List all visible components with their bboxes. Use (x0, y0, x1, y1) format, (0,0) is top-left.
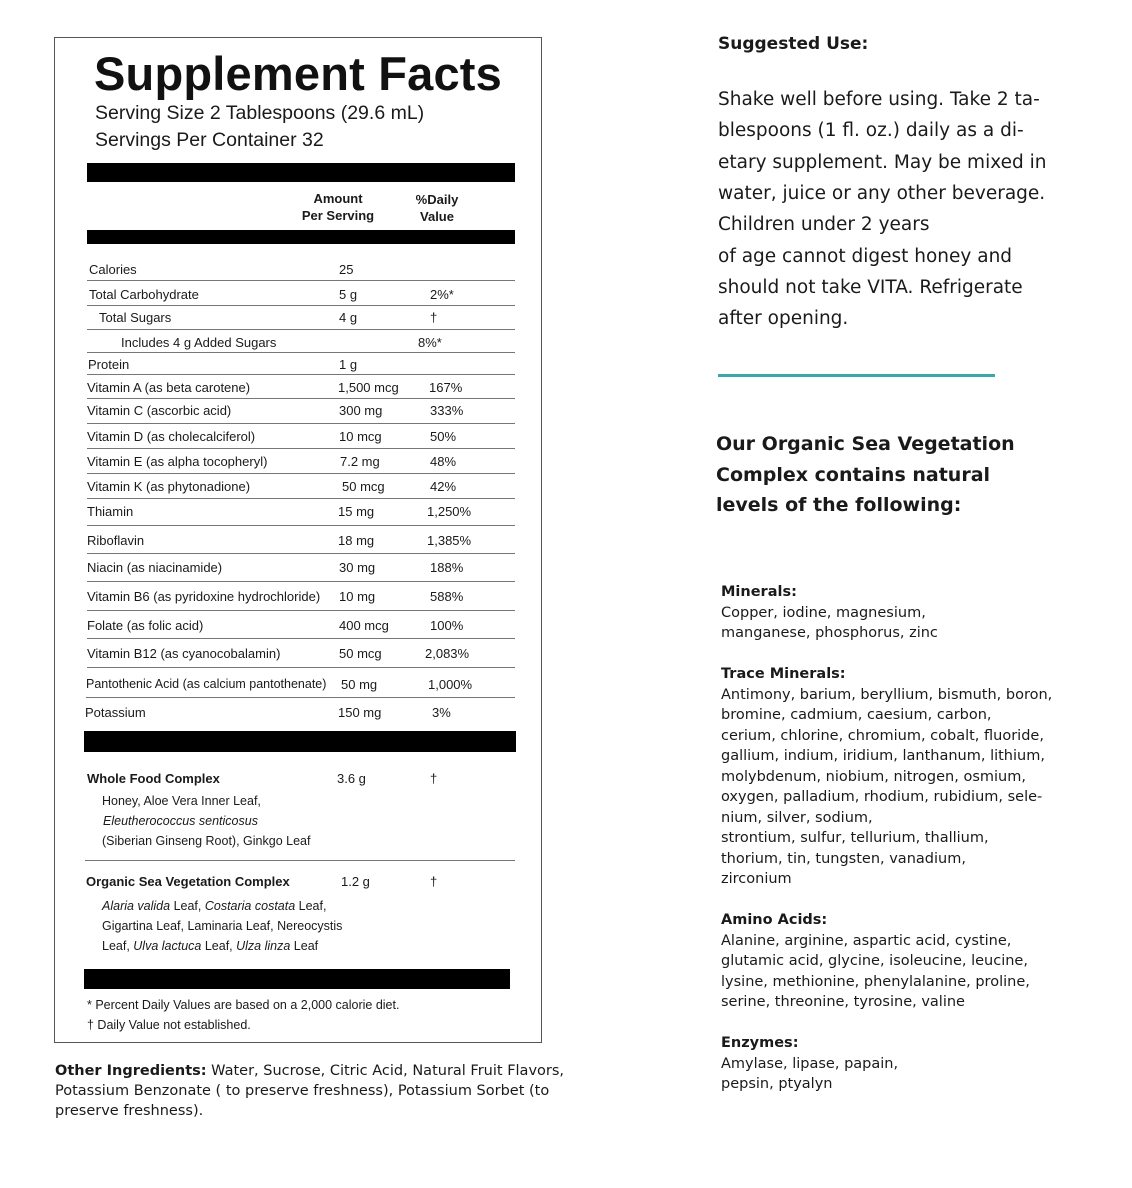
row-divider (87, 553, 515, 554)
ingredient-group-line: glutamic acid, glycine, isoleucine, leucine, (721, 953, 1028, 969)
column-header-daily-value: %Daily Value (415, 192, 459, 224)
sea-vegetation-complex-name: Organic Sea Vegetation Complex (86, 874, 290, 889)
nutrient-name: Pantothenic Acid (as calcium pantothenate) (86, 677, 327, 691)
teal-divider (718, 374, 995, 377)
sea-vegetation-ingredients-line: Alaria valida Leaf, Costaria costata Leaf, (102, 899, 327, 913)
nutrient-daily-value: 1,385% (427, 533, 472, 548)
ingredient-group-heading: Enzymes: (721, 1035, 799, 1051)
ingredient-group (721, 1033, 1081, 1095)
suggested-use-line: water, juice or any other beverage. (718, 182, 1046, 204)
nutrient-name: Potassium (85, 705, 146, 720)
nutrient-name: Includes 4 g Added Sugars (121, 335, 277, 350)
ingredient-group-heading: Trace Minerals: (721, 666, 846, 682)
nutrient-daily-value: 2,083% (425, 646, 470, 661)
ingredient-group-line: lysine, methionine, phenylalanine, proline, (721, 973, 1030, 990)
suggested-use-line: of age cannot digest honey and (718, 245, 1013, 267)
sea-complex-heading-line: Complex contains natural (716, 463, 991, 486)
thick-divider-header (87, 230, 515, 244)
nutrient-amount: 50 mcg (339, 646, 382, 661)
ingredient-group-heading: Amino Acids: (721, 912, 828, 928)
ingredient-group-line: Amylase, lipase, papain, (721, 1055, 899, 1072)
sea-vegetation-ingredients-line: Leaf, Ulva lactuca Leaf, Ulza linza Leaf (102, 939, 319, 953)
servings-per-container: Servings Per Container 32 (95, 129, 324, 151)
nutrient-amount: 25 (339, 262, 354, 277)
ingredient-group (721, 664, 1081, 890)
nutrient-daily-value: 3% (432, 705, 451, 720)
nutrient-name: Folate (as folic acid) (87, 618, 204, 633)
ingredient-group-line: nium, silver, sodium, (721, 809, 873, 826)
row-divider (87, 280, 515, 281)
nutrient-amount: 15 mg (338, 504, 375, 519)
thick-divider-top (87, 163, 515, 182)
ingredient-group-line: strontium, sulfur, tellurium, thallium, (721, 830, 989, 846)
suggested-use-line: etary supplement. May be mixed in (718, 151, 1047, 173)
sea-complex-heading-line: Our Organic Sea Vegetation (716, 433, 1015, 455)
nutrient-amount: 300 mg (339, 403, 383, 418)
nutrient-daily-value: 42% (430, 479, 457, 494)
ingredient-group-line: gallium, indium, iridium, lanthanum, lithium, (721, 748, 1045, 764)
whole-food-ingredients-line: Honey, Aloe Vera Inner Leaf, (102, 794, 261, 808)
ingredient-group-line: pepsin, ptyalyn (721, 1076, 833, 1092)
nutrient-name: Thiamin (87, 504, 134, 519)
suggested-use-line: Children under 2 years (718, 214, 930, 236)
ingredient-group-line: molybdenum, niobium, nitrogen, osmium, (721, 768, 1026, 785)
ingredient-group-line: manganese, phosphorus, zinc (721, 625, 938, 641)
suggested-use-line: should not take VITA. Refrigerate (718, 276, 1023, 298)
nutrient-amount: 30 mg (339, 560, 376, 575)
nutrient-daily-value: 588% (430, 589, 464, 604)
whole-food-complex-dv: † (430, 771, 438, 786)
nutrient-amount: 10 mg (339, 589, 376, 604)
nutrient-daily-value: † (430, 310, 438, 325)
thick-divider-middle (84, 731, 516, 752)
nutrient-daily-value: 188% (430, 560, 464, 575)
sea-vegetation-complex-amount: 1.2 g (341, 874, 370, 889)
serving-size: Serving Size 2 Tablespoons (29.6 mL) (95, 102, 425, 124)
whole-food-complex-name: Whole Food Complex (87, 771, 220, 786)
ingredient-group-line: thorium, tin, tungsten, vanadium, (721, 850, 966, 867)
nutrient-daily-value: 100% (430, 618, 464, 633)
nutrient-name: Vitamin B6 (as pyridoxine hydrochloride) (87, 589, 321, 604)
row-divider (87, 581, 515, 582)
nutrient-amount: 5 g (339, 287, 358, 302)
suggested-use-line: Shake well before using. Take 2 ta- (718, 89, 1040, 110)
row-divider (87, 473, 515, 474)
nutrient-name: Total Carbohydrate (89, 287, 199, 302)
row-divider (87, 610, 515, 611)
row-divider (87, 398, 515, 399)
nutrient-name: Protein (88, 357, 130, 372)
row-divider (87, 423, 515, 424)
row-divider (87, 352, 515, 353)
sea-vegetation-complex-dv: † (430, 874, 438, 889)
nutrient-amount: 1,500 mcg (338, 380, 399, 395)
row-divider (87, 498, 515, 499)
suggested-use-line: blespoons (1 fl. oz.) daily as a di- (718, 120, 1024, 142)
nutrient-amount: 1 g (339, 357, 358, 372)
nutrient-name: Total Sugars (99, 310, 172, 325)
row-divider (86, 697, 515, 698)
whole-food-complex-amount: 3.6 g (337, 771, 366, 786)
nutrient-name: Vitamin E (as alpha tocopheryl) (87, 454, 268, 469)
row-divider (87, 448, 515, 449)
sea-vegetation-ingredients-line: Gigartina Leaf, Laminaria Leaf, Nereocystis (102, 919, 343, 933)
nutrient-daily-value: 48% (430, 454, 457, 469)
nutrient-daily-value: 333% (430, 403, 464, 418)
nutrient-name: Vitamin K (as phytonadione) (87, 479, 251, 494)
nutrient-name: Vitamin C (ascorbic acid) (87, 403, 232, 418)
nutrient-daily-value: 50% (430, 429, 457, 444)
nutrient-amount: 4 g (339, 310, 358, 325)
other-ingredients: Other Ingredients: Water, Sucrose, Citric Acid, Natural Fruit Flavors, Potassium Benzonate ( to preserve freshness), Potassium Sorbet (to preserve freshness). (55, 1063, 565, 1119)
nutrient-name: Riboflavin (87, 533, 145, 548)
row-divider (87, 305, 515, 306)
nutrient-name: Vitamin A (as beta carotene) (87, 380, 251, 395)
footnote-daily-values: * Percent Daily Values are based on a 2,000 calorie diet. (87, 998, 400, 1012)
nutrient-amount: 150 mg (338, 705, 382, 720)
ingredient-group-line: cerium, chlorine, chromium, cobalt, fluoride, (721, 727, 1044, 744)
row-divider (87, 667, 515, 668)
thick-divider-bottom (84, 969, 510, 989)
footnote-dagger: † Daily Value not established. (87, 1018, 251, 1032)
ingredient-group-line: Copper, iodine, magnesium, (721, 604, 926, 621)
ingredient-group-line: bromine, cadmium, caesium, carbon, (721, 707, 992, 723)
row-divider (87, 329, 515, 330)
nutrient-daily-value: 2%* (430, 287, 454, 302)
nutrient-name: Calories (89, 262, 137, 277)
nutrient-amount: 50 mcg (342, 479, 385, 494)
nutrient-amount: 7.2 mg (340, 454, 380, 469)
ingredient-group-line: Alanine, arginine, aspartic acid, cystine, (721, 932, 1012, 949)
nutrient-daily-value: 167% (429, 380, 463, 395)
nutrient-name: Vitamin B12 (as cyanocobalamin) (87, 646, 281, 661)
ingredient-group-line: oxygen, palladium, rhodium, rubidium, sele- (721, 789, 1043, 805)
column-header-amount: Amount Per Serving (301, 191, 375, 223)
ingredient-group-heading: Minerals: (721, 584, 797, 600)
nutrient-daily-value: 1,250% (427, 504, 472, 519)
nutrient-amount: 50 mg (341, 677, 378, 692)
ingredient-group-line: serine, threonine, tyrosine, valine (721, 994, 965, 1010)
nutrient-amount: 400 mcg (339, 618, 389, 633)
suggested-use-line: after opening. (718, 308, 849, 330)
ingredient-group (721, 910, 1081, 1013)
row-divider (85, 860, 515, 861)
nutrient-daily-value: 8%* (418, 335, 442, 350)
nutrient-name: Niacin (as niacinamide) (87, 560, 223, 575)
whole-food-ingredients-line: Eleutherococcus senticosus (103, 814, 258, 828)
nutrient-amount: 10 mcg (339, 429, 382, 444)
row-divider (87, 374, 515, 375)
suggested-use-heading: Suggested Use: (718, 34, 869, 54)
ingredient-group (721, 582, 1081, 644)
panel-title: Supplement Facts (94, 47, 503, 100)
ingredient-group-line: Antimony, barium, beryllium, bismuth, boron, (721, 686, 1053, 703)
ingredient-group-line: zirconium (721, 871, 792, 887)
whole-food-ingredients-line: (Siberian Ginseng Root), Ginkgo Leaf (102, 834, 311, 848)
row-divider (87, 638, 515, 639)
nutrient-daily-value: 1,000% (428, 677, 473, 692)
row-divider (87, 525, 515, 526)
nutrient-amount: 18 mg (338, 533, 375, 548)
nutrient-name: Vitamin D (as cholecalciferol) (87, 429, 256, 444)
sea-complex-heading-line: levels of the following: (716, 494, 962, 517)
